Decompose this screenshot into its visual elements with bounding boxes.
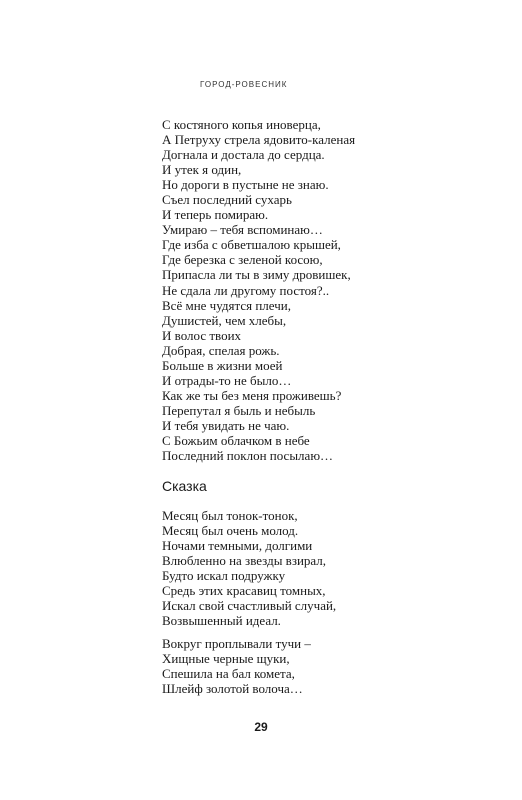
poem-line: И отрады-то не было… [162,372,292,388]
poem-line: Ночами темными, долгими [162,538,313,554]
poem-stanza [162,117,355,463]
poem-stanza [162,636,311,696]
poem-line: А Петруху стрела ядовито-каленая [162,132,356,148]
poem-line: И теперь помираю. [162,207,269,223]
poem-line: И тебя увидать не чаю. [162,417,290,433]
poem-line: Месяц был очень молод. [162,523,299,539]
poem-line: Душистей, чем хлебы, [162,312,287,328]
poem-line: Добрая, спелая рожь. [162,342,280,358]
poem-line: Влюбленно на звезды взирал, [162,553,327,569]
page-number: 29 [254,720,268,734]
poem-line: Умираю – тебя вспоминаю… [162,222,323,238]
poem-line: Где березка с зеленой косою, [162,252,323,268]
poem-line: Хищные черные щуки, [162,651,290,667]
poem-line: Последний поклон посылаю… [162,448,334,464]
poem-line: Но дороги в пустыне не знаю. [162,177,329,193]
poem-line: Шлейф золотой волоча… [162,681,303,697]
poem-line: Будто искал подружку [162,568,286,584]
poem-line: Месяц был тонок-тонок, [162,508,298,523]
poem-line: Искал свой счастливый случай, [162,598,337,614]
poem-line: Как же ты без меня проживешь? [162,387,342,403]
poem-title: Сказка [162,478,207,494]
poem-line: Догнала и достала до сердца. [162,147,325,163]
poem-line: Съел последний сухарь [162,192,292,208]
poem-line: Спешила на бал комета, [162,666,295,682]
poem-line: Не сдала ли другому постоя?.. [162,282,330,298]
poem-line: Больше в жизни моей [162,357,283,373]
poem-line: Всё мне чудятся плечи, [162,297,291,313]
poem-line: С костяного копья иноверца, [162,117,321,132]
poem-line: Возвышенный идеал. [162,613,281,629]
poem-line: И волос твоих [162,327,242,343]
poem-stanza [162,508,336,628]
poem-line: И утек я один, [162,162,242,178]
poem-line: Вокруг проплывали тучи – [162,636,311,651]
poem-line: С Божьим облачком в небе [162,432,310,448]
poem-line: Где изба с обветшалою крышей, [162,237,341,253]
poem-line: Перепутал я быль и небыль [162,402,316,418]
poem-line: Припасла ли ты в зиму дровишек, [162,267,351,283]
running-header: ГОРОД-РОВЕСНИК [200,80,288,89]
poem-line: Средь этих красавиц томных, [162,583,326,599]
